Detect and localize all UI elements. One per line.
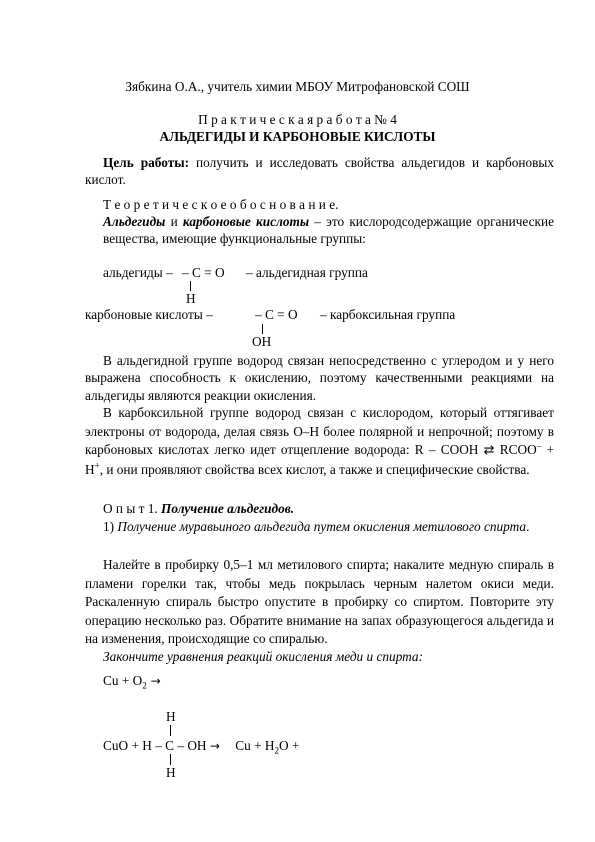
goal-paragraph xyxy=(85,154,554,189)
eq2-h-bottom: H xyxy=(166,765,176,780)
eq2-left: CuO + H – C – OH xyxy=(103,738,207,753)
carboxyl-group-paragraph xyxy=(85,404,554,479)
carboxyl-formula: – C = O xyxy=(255,307,298,322)
intro-and: и xyxy=(165,214,183,229)
experiment-heading xyxy=(103,500,294,517)
task-line: Закончите уравнения реакций окисления меди и спирта: xyxy=(103,649,424,664)
plus-sup: + xyxy=(94,460,100,471)
experiment-number: О п ы т 1. xyxy=(103,501,158,516)
aldehydes-label: альдегиды – xyxy=(103,265,173,280)
eq1-sub: 2 xyxy=(142,680,147,691)
theory-heading: Т е о р е т и ч е с к о е о б о с н о в а н и е. xyxy=(103,197,339,212)
instructions-paragraph: Налейте в пробирку 0,5–1 мл метилового спирта; накалите медную спираль в пламени горелки так, чтобы медь покрылась черным налетом окиси меди. Раскаленную спираль быстро опустите в пробирку со спиртом. Повторите эту операцию несколько раз. Обратите внимание на запах образующегося альдегида и на изменения, происходящие со спиралью. xyxy=(85,557,554,647)
work-title: П р а к т и ч е с к а я р а б о т а № 4 xyxy=(198,112,397,127)
work-topic: АЛЬДЕГИДЫ И КАРБОНОВЫЕ КИСЛОТЫ xyxy=(159,129,436,144)
para2-part-a: В карбоксильной группе водород связан с кислородом, который оттягивает электроны от водорода, делая связь О–Н более полярной и непрочной; поэтому в карбоновых кислотах легко идет отщепление водорода: R – COOH xyxy=(85,405,554,457)
term-acids: карбоновые кислоты xyxy=(182,214,310,229)
eq2-bond-top xyxy=(170,725,171,736)
para2-part-d: , и они проявляют свойства всех кислот, а также и специфические свойства. xyxy=(99,461,530,477)
para2-part-b: RCOO xyxy=(494,442,537,457)
eq2-right-a: Cu + H xyxy=(235,738,275,753)
para2-part-c: + H xyxy=(85,442,554,477)
theory-intro-line1 xyxy=(103,213,554,248)
equation-1 xyxy=(103,672,161,690)
carboxyl-group-label: – карбоксильная группа xyxy=(320,307,456,322)
eq2-right xyxy=(235,738,300,756)
eq2-right-b: O + xyxy=(279,738,300,753)
eq2-h-top: H xyxy=(166,709,176,724)
equilibrium-arrow: ⇄ xyxy=(483,443,495,458)
intro-rest: – это кислородсодержащие органические вещества, имеющие функциональные группы: xyxy=(103,214,554,247)
author-line: Зябкина О.А., учитель химии МБОУ Митрофановской СОШ xyxy=(125,79,470,94)
eq1-left: Cu + O xyxy=(103,673,143,688)
eq2-right-sub: 2 xyxy=(274,745,280,756)
term-aldehydes: Альдегиды xyxy=(103,214,166,229)
aldehyde-formula: – C = O xyxy=(182,265,225,280)
step-number: 1) xyxy=(103,519,115,534)
equation-2 xyxy=(103,737,299,755)
minus-sup: – xyxy=(536,440,542,451)
step-1 xyxy=(85,518,554,535)
aldehyde-group-paragraph: В альдегидной группе водород связан непосредственно с углеродом и у него выражена способность к окислению, поэтому качественными реакциями на альдегиды являются реакции окисления. xyxy=(85,353,554,403)
eq1-arrow: → xyxy=(146,674,161,688)
experiment-title: Получение альдегидов. xyxy=(157,501,295,516)
step-dot: . xyxy=(526,519,530,534)
goal-label: Цель работы: xyxy=(103,155,190,170)
goal-text: получить и исследовать свойства альдегидов и карбоновых кислот. xyxy=(85,155,554,188)
step-title: Получение муравьиного альдегида путем окисления метилового спирта xyxy=(114,519,527,534)
carboxyl-oh: OH xyxy=(252,334,272,349)
aldehyde-group-label: – альдегидная группа xyxy=(246,265,368,280)
aldehyde-h: H xyxy=(186,291,196,306)
acids-label: карбоновые кислоты – xyxy=(85,307,213,322)
eq2-arrow: → xyxy=(209,739,220,753)
